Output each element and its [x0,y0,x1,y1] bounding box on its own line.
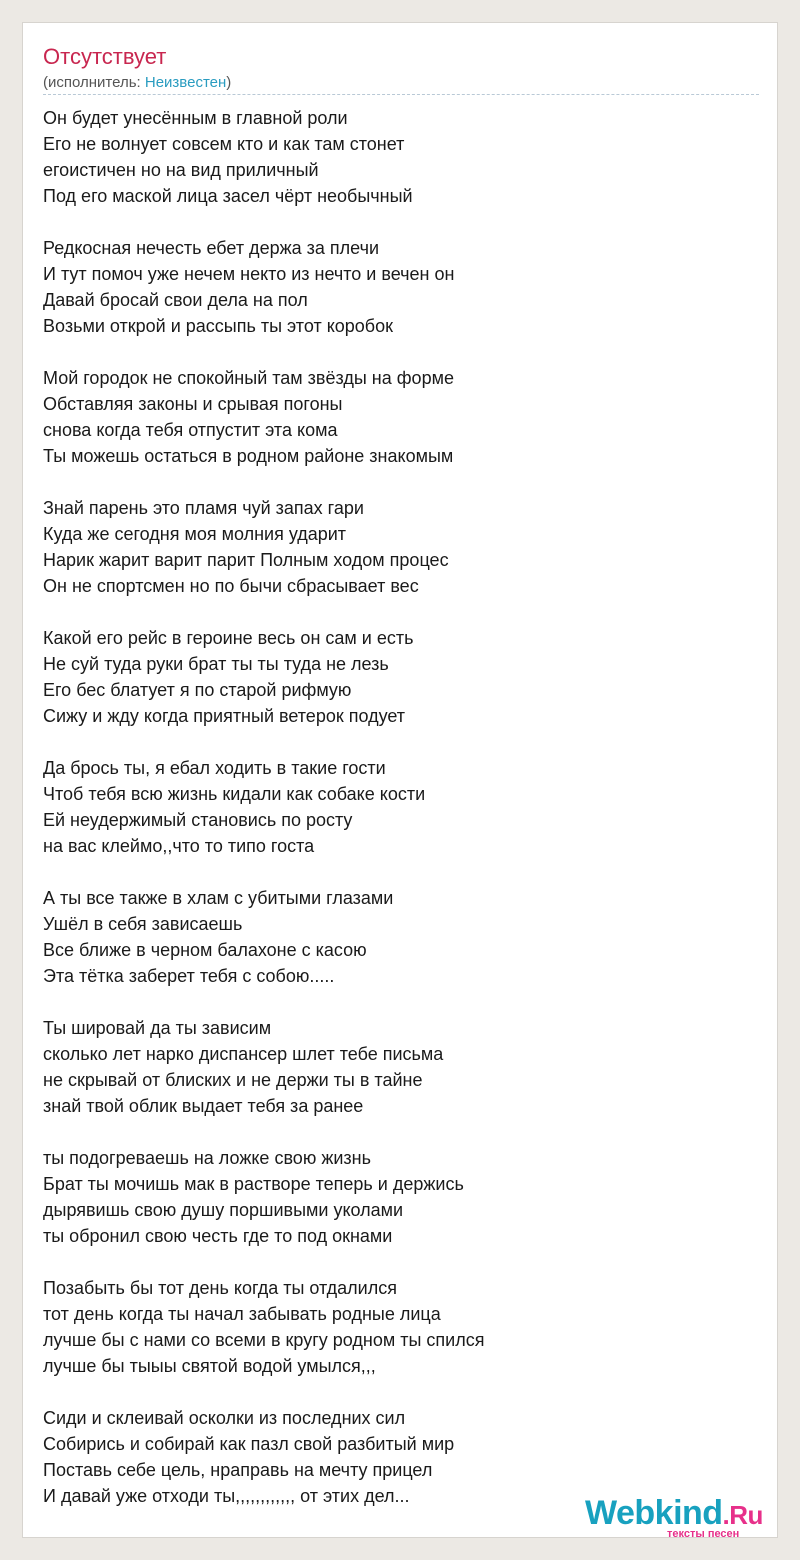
lyrics-body [43,105,759,1535]
lyric-line: Не суй туда руки брат ты ты туда не лезь [43,654,389,674]
lyric-line: Поставь себе цель, нраправь на мечту прицел [43,1460,433,1480]
artist-link[interactable]: Неизвестен [144,74,227,91]
lyric-line: лучше бы с нами со всеми в кругу родном ты спился [43,1330,485,1350]
lyrics-stanza [43,755,759,859]
lyric-line: А ты все также в хлам с убитыми глазами [43,888,394,908]
lyric-line: ты обронил свою честь где то под окнами [43,1226,393,1246]
lyric-line: Ты можешь остаться в родном районе знакомым [43,446,454,466]
artist-prefix: (исполнитель: [43,74,145,91]
lyric-line: Он не спортсмен но по бычи сбрасывает вес [43,576,419,596]
lyric-line: егоистичен но на вид приличный [43,160,319,180]
lyric-line: Сижу и жду когда приятный ветерок подует [43,706,406,726]
lyric-line: Да брось ты, я ебал ходить в такие гости [43,758,386,778]
lyric-line: знай твой облик выдает тебя за ранее [43,1096,364,1116]
lyrics-stanza [43,1275,759,1379]
lyric-line: Чтоб тебя всю жизнь кидали как собаке кости [43,784,426,804]
lyric-line: Редкосная нечесть ебет держа за плечи [43,238,379,258]
logo-tagline: тексты песен [667,1528,740,1540]
lyrics-card [22,22,778,1538]
lyrics-stanza [43,625,759,729]
lyric-line: Он будет унесённым в главной роли [43,108,348,128]
lyric-line: снова когда тебя отпустит эта кома [43,420,338,440]
lyric-line: Брат ты мочишь мак в растворе теперь и держись [43,1174,464,1194]
site-logo[interactable] [585,1493,775,1539]
lyric-line: Позабыть бы тот день когда ты отдалился [43,1278,397,1298]
lyric-line: Собирись и собирай как пазл свой разбитый мир [43,1434,455,1454]
lyric-line: лучше бы тыыы святой водой умылся,,, [43,1356,376,1376]
lyric-line: Сиди и склеивай осколки из последних сил [43,1408,406,1428]
lyrics-stanza [43,235,759,339]
lyric-line: Куда же сегодня моя молния ударит [43,524,347,544]
lyrics-stanza [43,495,759,599]
song-title: Отсутствует [43,44,167,69]
lyric-line: Его не волнует совсем кто и как там стонет [43,134,405,154]
lyric-line: Ей неудержимый становись по росту [43,810,353,830]
lyric-line: Давай бросай свои дела на пол [43,290,308,310]
artist-line [43,73,231,93]
logo-main-text: Webkind [585,1494,723,1532]
lyric-line: тот день когда ты начал забывать родные лица [43,1304,441,1324]
lyric-line: Ты шировай да ты зависим [43,1018,272,1038]
title-divider [43,94,759,95]
lyric-line: Все ближе в черном балахоне с касою [43,940,367,960]
lyrics-stanza [43,1145,759,1249]
logo-suffix-text: .Ru [722,1500,763,1530]
lyrics-stanza [43,1015,759,1119]
lyrics-stanza [43,105,759,209]
lyric-line: ты подогреваешь на ложке свою жизнь [43,1148,371,1168]
artist-suffix: ) [226,74,232,91]
lyric-line: Обставляя законы и срывая погоны [43,394,343,414]
lyric-line: И давай уже отходи ты,,,,,,,,,,,, от этих дел... [43,1486,410,1506]
lyric-line: дырявишь свою душу поршивыми уколами [43,1200,404,1220]
lyric-line: Эта тётка заберет тебя с собою..... [43,966,335,986]
lyric-line: Возьми открой и рассыпь ты этот коробок [43,316,394,336]
lyric-line: сколько лет нарко диспансер шлет тебе письма [43,1044,444,1064]
lyric-line: Ушёл в себя зависаешь [43,914,243,934]
lyric-line: Мой городок не спокойный там звёзды на форме [43,368,454,388]
lyric-line: Его бес блатует я по старой рифмую [43,680,352,700]
lyrics-stanza [43,365,759,469]
lyric-line: Какой его рейс в героине весь он сам и есть [43,628,414,648]
lyric-line: не скрывай от блиских и не держи ты в тайне [43,1070,423,1090]
lyric-line: Нарик жарит варит парит Полным ходом процес [43,550,449,570]
lyrics-stanza [43,885,759,989]
lyric-line: И тут помоч уже нечем некто из нечто и вечен он [43,264,455,284]
lyric-line: Под его маской лица засел чёрт необычный [43,186,413,206]
lyric-line: на вас клеймо,,что то типо госта [43,836,315,856]
lyric-line: Знай парень это пламя чуй запах гари [43,498,364,518]
